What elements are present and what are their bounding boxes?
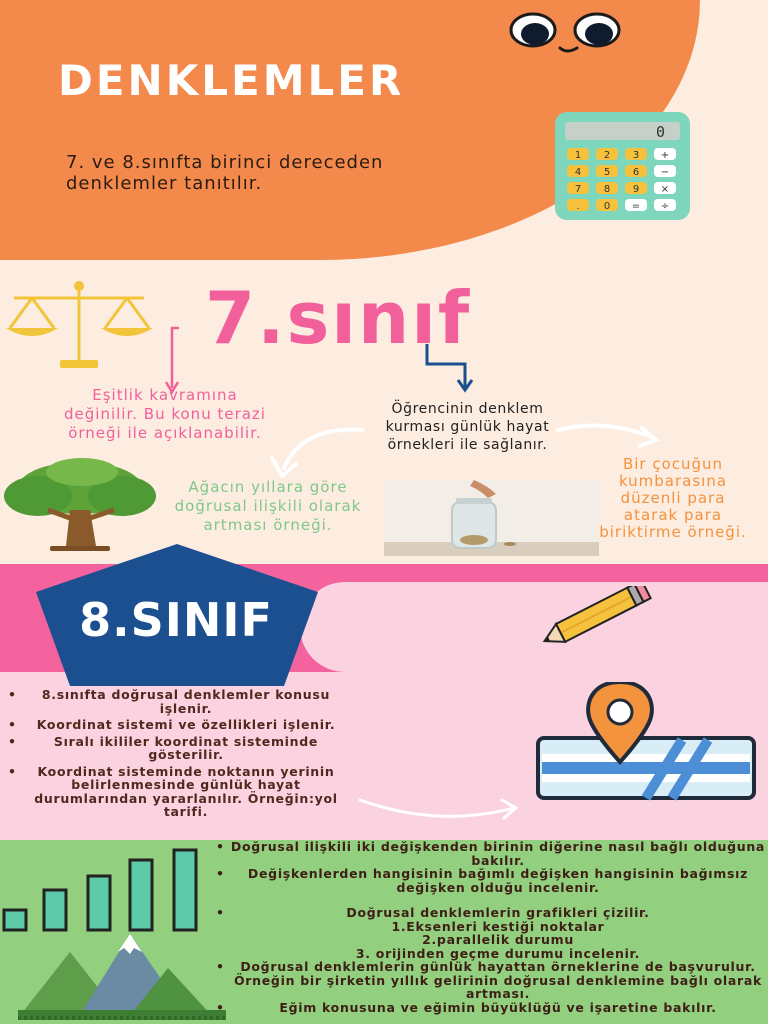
linear-bullet-list	[208, 840, 768, 1014]
calculator-key-label: ×	[660, 184, 670, 195]
curved-arrow-left-icon	[262, 424, 367, 480]
pencil-icon	[535, 586, 653, 648]
calculator-key-label: ÷	[660, 201, 670, 212]
tree-icon	[0, 458, 162, 554]
blue-arrow-icon	[424, 342, 480, 394]
student-text: Öğrencinin denklem kurması günlük hayat örnekleri ile sağlanır.	[385, 401, 550, 453]
list-item: • 8.sınıfta doğrusal denklemler konusu işlenir.	[8, 688, 350, 715]
list-item: • Sıralı ikililer koordinat sisteminde gösterilir.	[8, 735, 350, 762]
calculator-key-label: 7	[574, 184, 582, 195]
coin-jar-photo	[384, 480, 599, 556]
calculator-key-label: 9	[632, 184, 640, 195]
page-title: DENKLEMLER	[58, 56, 405, 105]
list-item: • Koordinat sisteminde noktanın yerinin belirlenmesinde günlük hayat durumlarından yararlanılır. Örneğin:yol tarifi.	[8, 765, 350, 819]
list-item: • Eğim konusuna ve eğimin büyüklüğü ve işaretine bakılır.	[208, 1001, 768, 1015]
tree-example-text: Ağacın yıllara göre doğrusal ilişkili olarak artması örneği.	[174, 478, 362, 534]
balance-scale-icon	[2, 278, 157, 370]
calculator-key-label: 5	[603, 167, 611, 178]
grade8-pill	[300, 582, 768, 672]
calculator-key-label: −	[660, 167, 670, 178]
list-item: • Değişkenlerden hangisinin bağımlı değişken hangisinin bağımsız değişken olduğu incelenir.	[208, 867, 768, 894]
mountains-icon	[18, 932, 226, 1024]
sub-list-item: 3. orijinden geçme durumu incelenir.	[355, 945, 641, 961]
calculator-key-label: .	[576, 201, 580, 212]
grade8-bullet-list	[8, 688, 350, 822]
list-item: • Doğrusal denklemlerin günlük hayattan örneklerine de başvurulur. Örneğin bir şirketin yıllık gelirinin doğrusal denklemine bağlı olarak artması.	[208, 960, 768, 1001]
equality-text: Eşitlik kavramına değinilir. Bu konu terazi örneği ile açıklanabilir.	[64, 386, 266, 442]
curved-arrow-right-icon	[556, 420, 666, 450]
calculator-key-label: +	[660, 150, 670, 161]
intro-text: 7. ve 8.sınıfta birinci dereceden denklemler tanıtılır.	[66, 152, 384, 194]
bar-graph-icon	[0, 846, 206, 932]
piggy-bank-text: Bir çocuğun kumbarasına düzenli para atarak para biriktirme örneği.	[599, 455, 747, 541]
calculator-key-label: 4	[574, 167, 582, 178]
calculator-key-label: 0	[603, 201, 611, 212]
calculator-key-label: 8	[603, 184, 611, 195]
pink-arrow-icon	[165, 326, 185, 394]
calculator-key-label: =	[631, 201, 641, 212]
list-item: • Doğrusal ilişkili iki değişkenden birinin diğerine nasıl bağlı olduğuna bakılır.	[208, 840, 768, 867]
calculator-key-label: 3	[632, 150, 640, 161]
sub-list-item: 1.Eksenleri kestiği noktalar	[391, 918, 605, 934]
cartoon-eyes-icon	[505, 0, 625, 60]
curved-arrow-bottom-icon	[358, 794, 523, 828]
map-pin-icon	[532, 682, 764, 804]
sub-list-item: 2.parallelik durumu	[422, 932, 574, 947]
calculator-key-label: 1	[574, 150, 582, 161]
grade7-heading: 7.sınıf	[205, 276, 472, 360]
grade8-heading: 8.SINIF	[79, 593, 273, 647]
calculator-display: 0	[655, 123, 665, 141]
list-item: • Doğrusal denklemlerin grafikleri çizilir.	[208, 906, 768, 920]
calculator-icon	[555, 112, 690, 220]
list-item: • Koordinat sistemi ve özellikleri işlenir.	[8, 718, 350, 732]
calculator-key-label: 2	[603, 150, 611, 161]
calculator-key-label: 6	[632, 167, 640, 178]
